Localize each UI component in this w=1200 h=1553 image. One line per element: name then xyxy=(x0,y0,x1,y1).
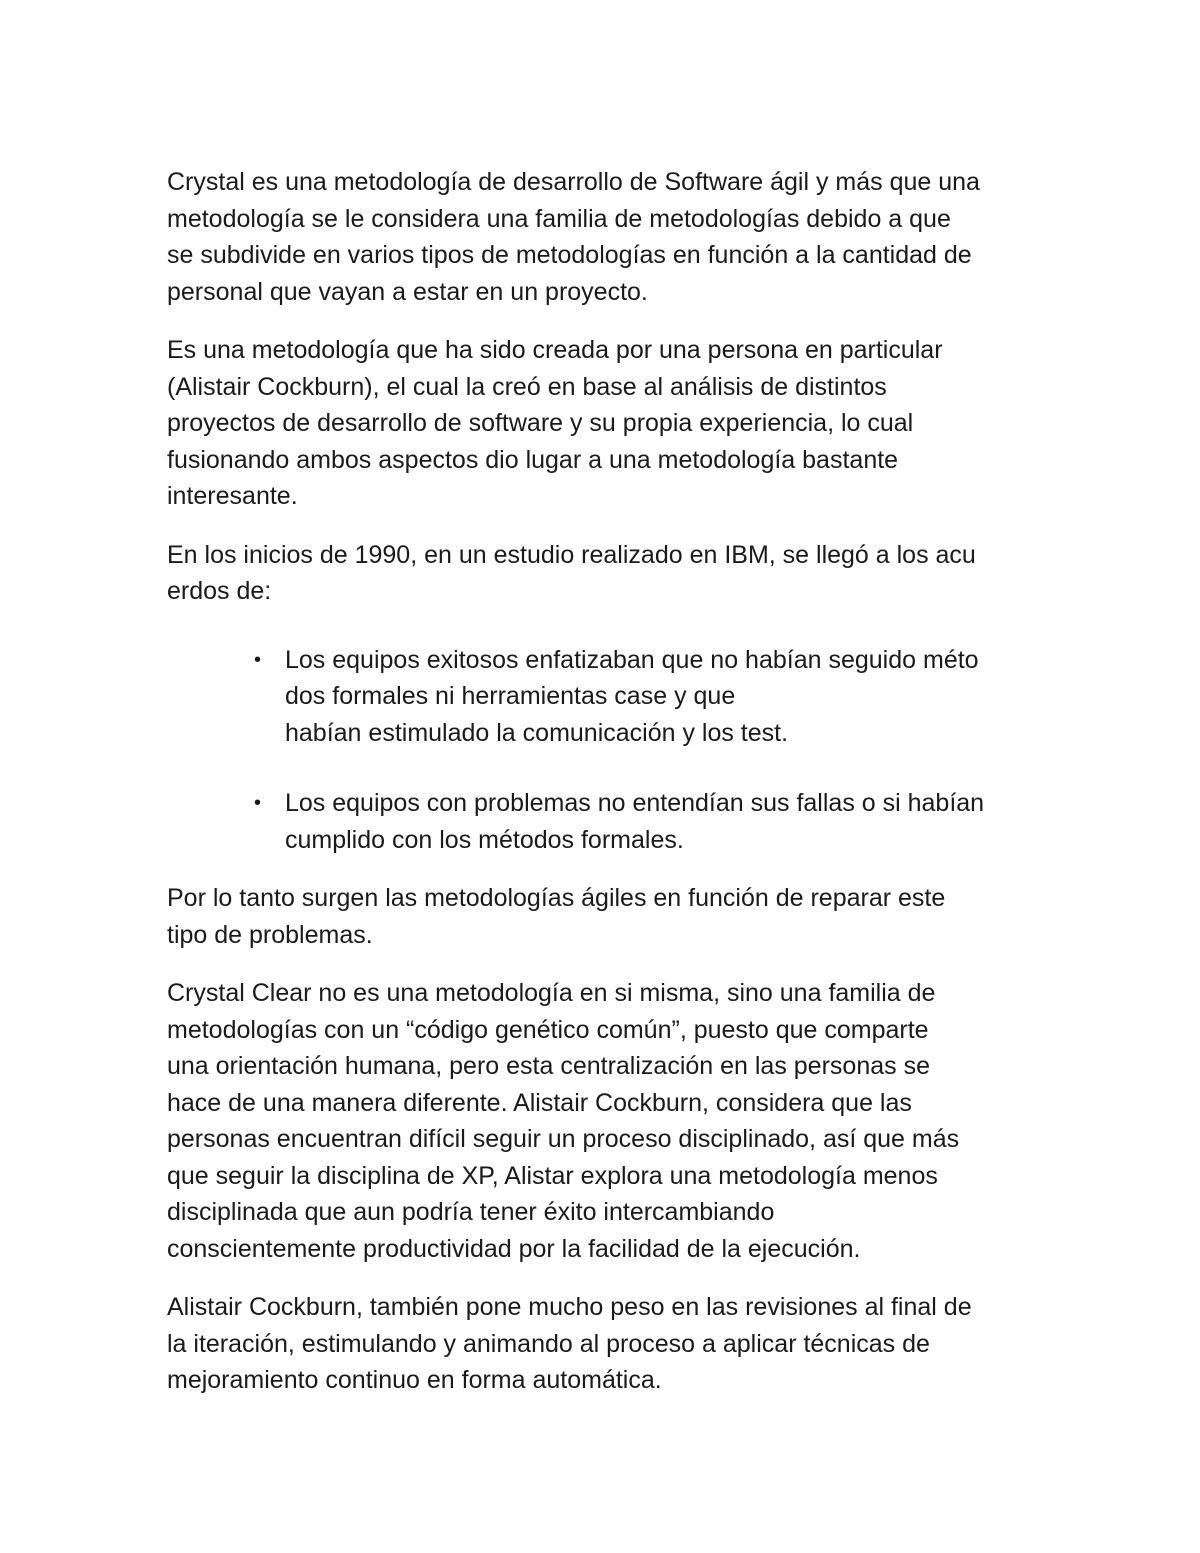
text-line: personal que vayan a estar en un proyecto. xyxy=(167,277,648,306)
text-line: metodologías con un “código genético común”, puesto que comparte xyxy=(167,1015,929,1044)
text-line: Por lo tanto surgen las metodologías ágiles en función de reparar este xyxy=(167,884,946,912)
paragraph-cockburn-origin xyxy=(167,332,1047,515)
text-line: fusionando ambos aspectos dio lugar a una metodología bastante xyxy=(167,445,899,474)
text-line: dos formales ni herramientas case y que xyxy=(285,682,736,710)
text-line: personas encuentran difícil seguir un proceso disciplinado, así que más xyxy=(167,1125,960,1153)
text-line: Crystal Clear no es una metodología en si misma, sino una familia de xyxy=(167,979,936,1007)
bullet-list xyxy=(167,642,1047,859)
text-line: Crystal es una metodología de desarrollo de Software ágil y más que una xyxy=(167,168,980,196)
text-line: erdos de: xyxy=(167,577,272,605)
text-line: Los equipos con problemas no entendían sus fallas o si habían xyxy=(285,789,985,817)
text-line: (Alistair Cockburn), el cual la creó en base al análisis de distintos xyxy=(167,372,887,401)
text-line: Los equipos exitosos enfatizaban que no habían seguido méto xyxy=(285,645,979,674)
text-line: una orientación humana, pero esta centralización en las personas se xyxy=(167,1052,930,1080)
paragraph-agile-emergence xyxy=(167,880,1047,953)
text-line: conscientemente productividad por la facilidad de la ejecución. xyxy=(167,1234,861,1263)
text-line: interesante. xyxy=(167,482,298,510)
text-line: metodología se le considera una familia de metodologías debido a que xyxy=(167,204,951,233)
paragraph-ibm-study xyxy=(167,537,1047,610)
text-line: mejoramiento continuo en forma automática. xyxy=(167,1366,662,1394)
text-line: En los inicios de 1990, en un estudio realizado en IBM, se llegó a los acu xyxy=(167,540,976,569)
text-line: que seguir la disciplina de XP, Alistar explora una metodología menos xyxy=(167,1161,938,1190)
text-line: Alistair Cockburn, también pone mucho peso en las revisiones al final de xyxy=(167,1293,972,1321)
bullet-icon: • xyxy=(254,792,262,814)
bullet-icon: • xyxy=(254,648,262,671)
text-line: tipo de problemas. xyxy=(167,920,373,949)
paragraph-crystal-clear xyxy=(167,975,1047,1267)
paragraph-reviews xyxy=(167,1289,1047,1399)
text-line: disciplinada que aun podría tener éxito intercambiando xyxy=(167,1198,775,1226)
paragraph-crystal-intro xyxy=(167,164,1047,310)
text-line: hace de una manera diferente. Alistair Cockburn, considera que las xyxy=(167,1088,912,1117)
text-line: proyectos de desarrollo de software y su propia experiencia, lo cual xyxy=(167,409,914,437)
bullet-item-successful-teams xyxy=(167,642,1047,752)
text-line: habían estimulado la comunicación y los test. xyxy=(285,718,789,747)
text-line: la iteración, estimulando y animando al proceso a aplicar técnicas de xyxy=(167,1329,930,1358)
text-line: Es una metodología que ha sido creada por una persona en particular xyxy=(167,336,943,364)
text-line: se subdivide en varios tipos de metodologías en función a la cantidad de xyxy=(167,241,972,269)
text-line: cumplido con los métodos formales. xyxy=(285,825,684,854)
bullet-item-problem-teams xyxy=(167,785,1047,858)
document-page xyxy=(167,164,1047,1421)
